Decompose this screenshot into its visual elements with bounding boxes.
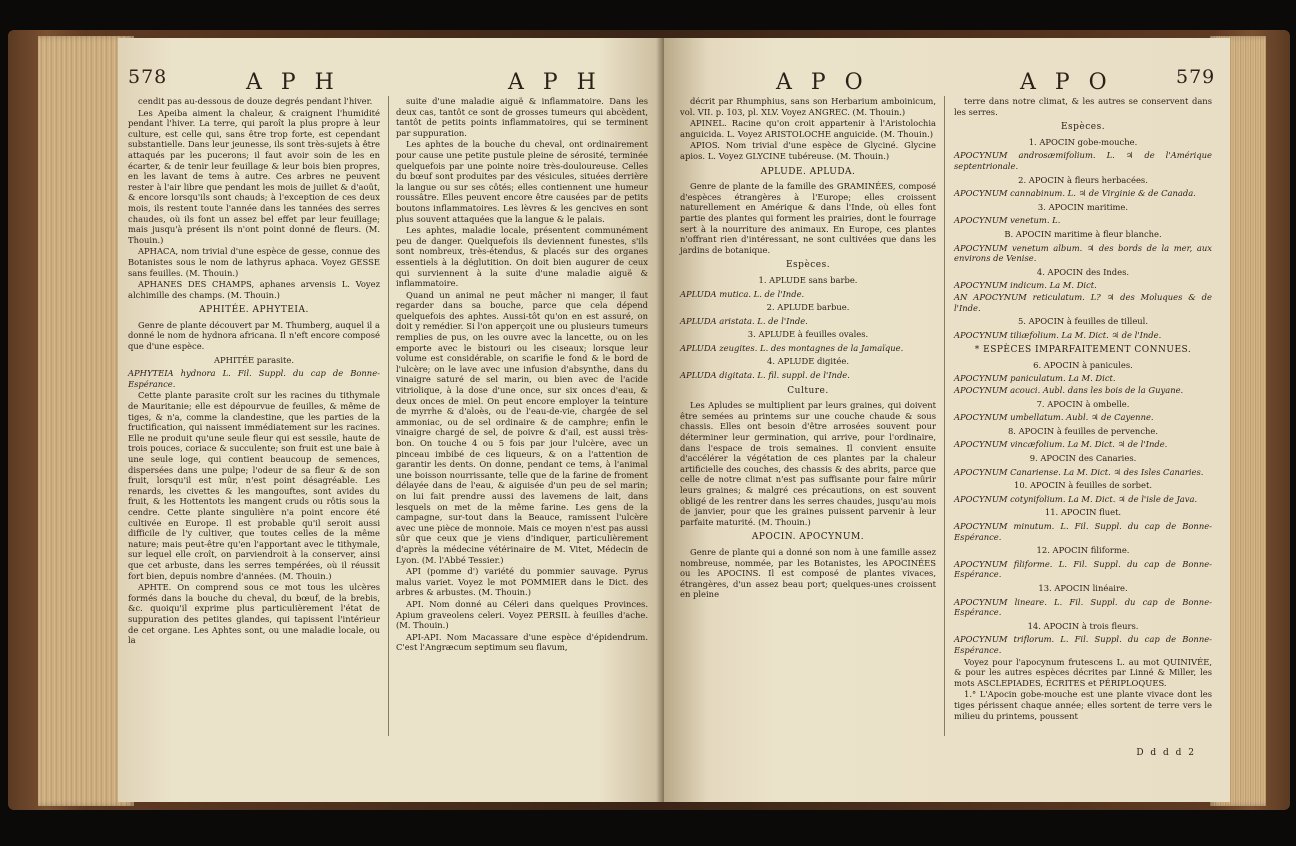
paragraph: Espèces. (785, 260, 831, 271)
paragraph: APOCYNUM vincæfolium. La M. Dict. ♃ de l'Inde. (954, 439, 1168, 450)
paragraph: 7. APOCIN à ombelle. (1036, 398, 1130, 409)
paragraph: 14. APOCIN à trois fleurs. (1027, 620, 1139, 631)
page-number-left: 578 (128, 66, 168, 88)
paragraph: APOCYNUM minutum. L. Fil. Suppl. du cap de Bonne-Espérance. (954, 521, 1212, 542)
paragraph: Les aphtes de la bouche du cheval, ont ordinairement pour cause une petite pustule pleine de sérosité, terminée quelquefois par une pointe noire très-douloureuse. Celles du bœuf sont produites par des vésicules, situées derrière la langue ou sur ses côtés; elles contiennent une humeur roussâtre. Elles peuvent encore être causées par de petits boutons inflammatoires. Les lèvres & les gencives en sont plus souvent attaquées que la langue & le palais. (396, 139, 648, 224)
paragraph: 8. APOCIN à feuilles de pervenche. (1007, 425, 1159, 436)
paragraph: APHYTEIA hydnora L. Fil. Suppl. du cap de Bonne-Espérance. (128, 368, 380, 389)
paragraph: Quand un animal ne peut mâcher ni manger, il faut regarder dans sa bouche, parce que cela dépend quelquefois des aphtes. Aussi-tôt qu'on en est assuré, on doit y remédier. Si l'on apperçoit une ou plusieurs tumeurs remplies de pus, on les ouvre avec la lancette, ou on les emporte avec le bistouri ou les ciseaux; lorsque leur volume est considérable, on scarifie le fond & le bord de l'ulcère; on le lave avec une infusion d'absynthe, dans du vinaigre saturé de sel marin, ou bien avec de l'acide vitriolique, à la dose d'une once, sur six onces d'eau, & deux onces de miel. On peut encore employer la teinture de myrrhe & d'aloès, ou de l'eau-de-vie, chargée de sel ammoniac, ou de sel ordinaire & de camphre; enfin le vinaigre chargé de sel, de poivre & d'ail, est aussi très-bon. On touche 4 ou 5 fois par jour l'ulcère, avec un pinceau imbibé de ces liqueurs, & on a l'attention de garantir les dents. On donne, pendant ce tems, à l'animal une boisson nourrissante, telle que de la farine de froment délayée dans de l'eau, & aiguisée d'un peu de sel marin; on lui fait prendre aussi des lavemens de lait, dans lesquels on met de la même farine. Les gens de la campagne, sur-tout dans la Beauce, ramissent l'ulcère avec une pièce de monnoie. Mais ce moyen n'est pas aussi sûr que ceux que je viens d'indiquer, particulièrement d'après la médecine vétérinaire de M. Vitet, Médecin de Lyon. (M. l'Abbé Tessier.) (396, 289, 648, 565)
paragraph: 3. APOCIN maritime. (1037, 201, 1129, 212)
paragraph: APHITÉE parasite. (213, 354, 295, 365)
book (8, 30, 1290, 810)
paragraph: 9. APOCIN des Canaries. (1029, 453, 1137, 464)
paragraph: 2. APOCIN à fleurs herbacées. (1018, 174, 1148, 185)
paragraph: 5. APOCIN à feuilles de tilleul. (1017, 316, 1149, 327)
paragraph: Espèces. (1060, 122, 1106, 133)
paragraph: 2. APLUDE barbue. (766, 302, 850, 313)
paragraph: APOCYNUM acouci. Aubl. dans les bois de la Guyane. (954, 385, 1184, 396)
left-page (118, 38, 664, 802)
right-page-column-2 (954, 96, 1212, 722)
paragraph: APOCYNUM lineare. L. Fil. Suppl. du cap de Bonne-Espérance. (954, 596, 1212, 618)
right-page (664, 38, 1230, 802)
paragraph: 1. APOCIN gobe-mouche. (1028, 136, 1138, 147)
paragraph: 13. APOCIN linéaire. (1038, 582, 1128, 593)
paragraph: 1.° L'Apocin gobe-mouche est une plante vivace dont les tiges périssent chaque année; elles sortent de terre vers le milieu du printems, poussent (954, 689, 1212, 721)
paragraph: APOCYNUM Canariense. La M. Dict. ♃ des Isles Canaries. (954, 466, 1204, 477)
paragraph: 3. APLUDE à feuilles ovales. (747, 329, 869, 340)
paragraph: Voyez pour l'apocynum frutescens L. au mot QUINIVÉE, & pour les autres espèces décrites par Linné & Miller, les mots ASCLEPIADES, ÉCRITES et PÉRIPLOQUES. (954, 656, 1212, 688)
paragraph: APINEL. Racine qu'on croit appartenir à l'Aristolochia anguicida. L. Voyez ARISTOLOCHE anguicide. (M. Thouin.) (680, 118, 936, 139)
paragraph: APLUDA aristata. L. de l'Inde. (680, 315, 808, 326)
paragraph: APLUDE. APLUDA. (760, 166, 856, 177)
left-page-column-2 (396, 96, 648, 654)
paragraph: API-API. Nom Macassare d'une espèce d'épidendrum. C'est l'Angræcum septimum seu flavum, (396, 631, 648, 653)
paragraph: APOCYNUM tiliæfolium. La M. Dict. ♃ de l'Inde. (954, 329, 1162, 340)
right-page-column-1 (680, 96, 936, 601)
signature-mark: D d d d 2 (1136, 748, 1196, 758)
paragraph: APOCIN. APOCYNUM. (751, 532, 865, 543)
running-head-left-col2: A P H (508, 70, 602, 95)
paragraph: API. Nom donné au Céleri dans quelques Provinces. Apium graveolens celeri. Voyez PERSIL à feuilles d'ache. (M. Thouin.) (396, 598, 648, 631)
paragraph: 4. APLUDE digitée. (766, 356, 849, 367)
paragraph: suite d'une maladie aiguë & inflammatoire. Dans les deux cas, tantôt ce sont de grosses tumeurs qui abcèdent, tantôt de petits points inflammatoires, qui se terminent par suppuration. (396, 96, 648, 138)
paragraph: AN APOCYNUM reticulatum. L? ♃ des Moluques & de l'Inde. (954, 291, 1212, 313)
paragraph: APHANES DES CHAMPS, aphanes arvensis L. Voyez alchimille des champs. (M. Thouin.) (128, 279, 380, 300)
paragraph: Cette plante parasite croît sur les racines du tithymale de Mauritanie; elle est dépourvue de feuilles, & même de tiges, & n'a, comme la clandestine, que les parties de la fructification, qui naissent immédiatement sur les racines. Elle ne produit qu'une seule fleur qui est sessile, haute de trois pouces, coriace & succulente; son fruit est une baie à une seule loge, qui contient beaucoup de semences, dispersées dans une pulpe; l'odeur de sa fleur & de son fruit, lorsqu'il est mûr, n'est point désagréable. Les renards, les civettes & les mangouftes, sont avides du fruit, & les Hottentots les mangent cruds ou rôtis sous la cendre. Cette plante singulière n'a point encore été cultivée en Europe. Il est probable qu'il seroit aussi difficile de l'y cultiver, que toutes celles de la même nature; mais peut-être qu'en l'apportant avec le tithymale, sur lequel elle croît, on parviendroit à la conserver, ainsi que cet arbuste, dans les serres tempérées, où il réussit fort bien, depuis nombre d'années. (M. Thouin.) (128, 390, 380, 581)
paragraph: 11. APOCIN fluet. (1044, 507, 1122, 518)
left-page-column-1 (128, 96, 380, 647)
paragraph: APOCYNUM venetum. L. (954, 215, 1061, 226)
paragraph: cendit pas au-dessous de douze degrés pendant l'hiver. (138, 96, 373, 106)
paragraph: terre dans notre climat, & les autres se conservent dans les serres. (954, 96, 1212, 117)
running-head-right-col1: A P O (776, 70, 869, 95)
paragraph: APLUDA zeugites. L. des montagnes de la Jamaïque. (680, 342, 904, 353)
paragraph: APOCYNUM cannabinum. L. ♃ de Virginie & de Canada. (954, 188, 1196, 199)
paragraph: APLUDA digitata. L. fil. suppl. de l'Inde. (680, 370, 850, 381)
paragraph: APIOS. Nom trivial d'une espèce de Glyciné. Glycine apios. L. Voyez GLYCINE tubéreuse. (M. Thouin.) (680, 140, 936, 161)
paragraph: Les aphtes, maladie locale, présentent communément peu de danger. Quelquefois ils deviennent funestes, s'ils sont nombreux, très-étendus, & placés sur des organes essentiels à la déglutition. On doit bien augurer de ceux qui surviennent à la suite d'une maladie aiguë & inflammatoire. (396, 225, 648, 289)
paragraph: APOCYNUM indicum. La M. Dict. (954, 280, 1097, 291)
paragraph: APHACA, nom trivial d'une espèce de gesse, connue des Botanistes sous le nom de lathyrus aphaca. Voyez GESSE sans feuilles. (M. Thouin.) (128, 246, 380, 278)
paragraph: APOCYNUM androsæmifolium. L. ♃ de l'Amérique septentrionale. (954, 150, 1212, 171)
paragraph: Culture. (787, 385, 829, 396)
paragraph: 4. APOCIN des Indes. (1036, 266, 1130, 277)
paragraph: APOCYNUM venetum album. ♃ des bords de la mer, aux environs de Venise. (954, 242, 1212, 264)
paragraph: APOCYNUM triflorum. L. Fil. Suppl. du cap de Bonne-Espérance. (954, 634, 1212, 655)
column-rule-right (944, 96, 945, 736)
paragraph: APHITÉE. APHYTEIA. (199, 305, 309, 316)
column-rule-left (388, 96, 389, 736)
paragraph: B. APOCIN maritime à fleur blanche. (1004, 228, 1162, 239)
page-number-right: 579 (1176, 66, 1216, 88)
paragraph: APOCYNUM paniculatum. La M. Dict. (954, 373, 1116, 384)
paragraph: 10. APOCIN à feuilles de sorbet. (1014, 480, 1152, 491)
running-head-right-col2: A P O (1020, 70, 1113, 95)
running-head-left-col1: A P H (246, 70, 340, 95)
paragraph: APHTE. On comprend sous ce mot tous les ulcères formés dans la bouche du cheval, du bœuf, de la brebis, &c. quoiqu'il exprime plus particulièrement l'état de suppuration des petites glandes, qui tapissent l'intérieur de cet organe. Les Aphtes sont, ou une maladie locale, ou la (128, 582, 380, 646)
paragraph: Les Apeiba aiment la chaleur, & craignent l'humidité pendant l'hiver. La terre, qui paroît la plus propre à leur culture, est celle qui, sans être trop forte, est cependant substantielle. Dans leur jeunesse, ils sont très-sujets à être attaqués par les pucerons; il faut avoir soin de les en écarter, & de tenir leur feuillage & leur bois bien propres, en les lavant de tems à autre. Ces arbres ne peuvent rester à l'air libre que pendant les mois de juillet & d'août, & encore lorsqu'ils sont chauds; à l'exception de ces deux mois, ils restent toute l'année dans les tannées des serres chaudes, où ils font un assez bel effet par leur feuillage; mais jusqu'à présent ils n'ont point donné de fleurs. (M. Thouin.) (128, 107, 380, 245)
paragraph: APOCYNUM cotynifolium. La M. Dict. ♃ de l'isle de Java. (954, 493, 1198, 504)
paragraph: 6. APOCIN à panicules. (1033, 359, 1133, 370)
paragraph: APOCYNUM umbellatum. Aubl. ♃ de Cayenne. (954, 412, 1154, 423)
paragraph: API (pomme d') variété du pommier sauvage. Pyrus malus variet. Voyez le mot POMMIER dans le Dict. des arbres & arbustes. (M. Thouin.) (396, 566, 648, 598)
paragraph: Genre de plante qui a donné son nom à une famille assez nombreuse, nommée, par les Botanistes, les APOCINÉES ou les APOCINS. Il est composé de plantes vivaces, étrangères, d'un assez beau port; quelques-unes croissent en pleine (680, 546, 936, 600)
paragraph: APOCYNUM filiforme. L. Fil. Suppl. du cap de Bonne-Espérance. (954, 558, 1212, 580)
paragraph: APLUDA mutica. L. de l'Inde. (680, 288, 805, 299)
paragraph: décrit par Rhumphius, sans son Herbarium amboinicum, vol. VII. p. 103, pl. XLV. Voyez ANGREC. (M. Thouin.) (680, 96, 936, 117)
paragraph: 1. APLUDE sans barbe. (758, 274, 858, 285)
paragraph: * ESPÈCES IMPARFAITEMENT CONNUES. (974, 345, 1192, 356)
paragraph: Genre de plante découvert par M. Thumberg, auquel il a donné le nom de hydnora africana. Il n'eft encore composé que d'une espèce. (128, 319, 380, 352)
paragraph: 12. APOCIN filiforme. (1036, 545, 1130, 556)
paragraph: Genre de plante de la famille des GRAMINÉES, composé d'espèces étrangères à l'Europe; elles croissent naturellement en Amérique & dans l'Inde, où elles font partie des plantes qui forment les prairies, dont le fourrage sert à la nourriture des animaux. En Europe, ces plantes n'offrant rien d'intéressant, ne sont cultivées que dans les jardins de botanique. (680, 181, 936, 255)
paragraph: Les Apludes se multiplient par leurs graines, qui doivent être semées au printems sur une couche chaude & sous chassis. Elles ont besoin d'être arrosées souvent pour déterminer leur germination, qui arrive, pour l'ordinaire, dans l'espace de trois semaines. Il convient ensuite d'accélérer la végétation de ces plantes par la chaleur artificielle des couches, des chassis & des abrits, parce que celle de notre climat n'est pas suffisante pour faire mûrir leurs graines; & malgré ces précautions, on est souvent obligé de les rentrer dans les serres chaudes, jusqu'au mois de janvier, pour que les graines puissent parvenir à leur parfaite maturité. (M. Thouin.) (680, 400, 936, 527)
